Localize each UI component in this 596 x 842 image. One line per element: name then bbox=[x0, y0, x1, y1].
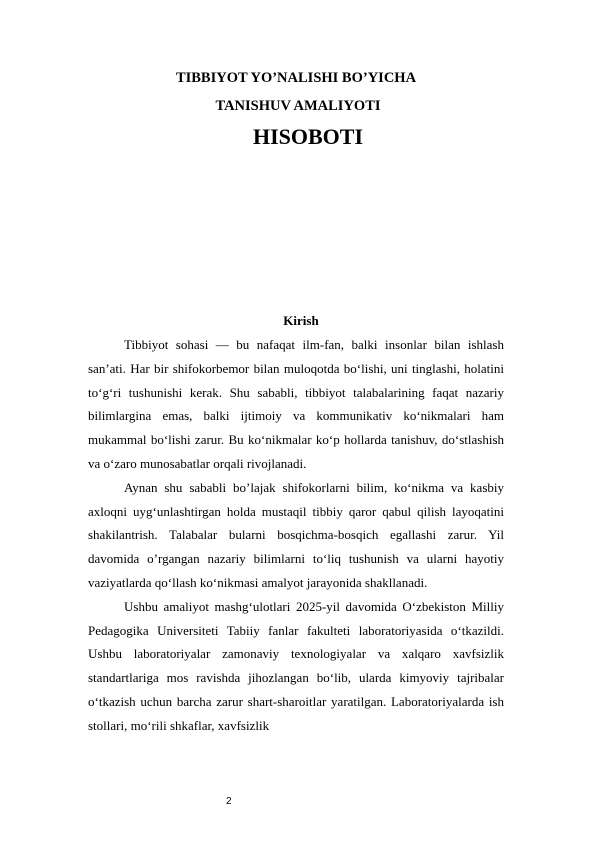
section-heading: Kirish bbox=[283, 313, 319, 328]
paragraph-3: Ushbu amaliyot mashg‘ulotlari 2025-yil davomida O‘zbekiston Milliy Pedagogika Universiteti Tabiiy fanlar fakulteti laboratoriyasida o‘tkazildi. Ushbu laboratoriyalar zamonaviy texnologiyalar va xalqaro xavfsizlik standartlariga mos ravishda jihozlangan bo‘lib, ularda kimyoviy tajribalar o‘tkazish uchun barcha zarur shart-sharoitlar yaratilgan. Laboratoriyalarda ish stollari, mo‘rili shkaflar, xavfsizlik bbox=[88, 598, 504, 733]
paragraph-2: Aynan shu sababli bo’lajak shifokorlarni bilim, ko‘nikma va kasbiy axloqni uyg‘unlashtirgan holda mustaqil tibbiy qaror qabul qilish layoqatini shakilantrish. Talabalar bularni bosqichma-bosqich egallashi zarur. Yil davomida o’rgangan nazariy bilimlarni to‘liq tushunish va ularni hayotiy vaziyatlarda qo‘llash ko‘nikmasi amalyot jarayonida shakllanadi. bbox=[88, 479, 504, 590]
page-number: 2 bbox=[226, 796, 232, 807]
section-body bbox=[88, 333, 504, 738]
report-title-line-3: HISOBOTI bbox=[252, 124, 364, 149]
paragraph-1: Tibbiyot sohasi — bu nafaqat ilm-fan, balki insonlar bilan ishlash san’ati. Har bir shifokorbemor bilan muloqotda bo‘lishi, uni tinglashi, holatini to‘g‘ri tushunishi kerak. Shu sababli, tibbiyot talabalarining faqat nazariy bilimlargina emas, balki ijtimoiy va kommunikativ ko‘nikmalari ham mukammal bo‘lishi zarur. Bu ko‘nikmalar ko‘p hollarda tanishuv, do‘stlashish va o‘zaro munosabatlar orqali rivojlanadi. bbox=[88, 337, 504, 471]
report-title-line-2: TANISHUV AMALIYOTI bbox=[215, 98, 381, 114]
report-title-line-1: TIBBIYOT YO’NALISHI BO’YICHA bbox=[175, 70, 417, 86]
